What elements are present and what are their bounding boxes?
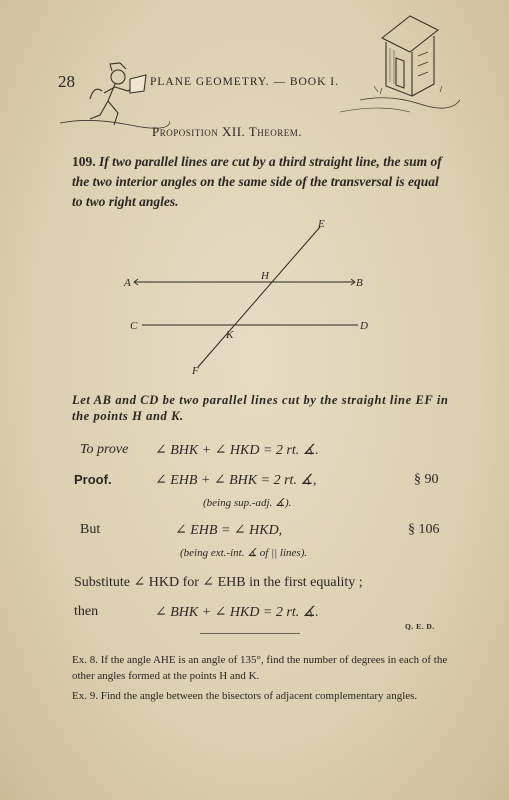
- label-a: A: [124, 277, 131, 289]
- but-expression: ∠ EHB = ∠ HKD,: [175, 523, 283, 538]
- then-expression: ∠ BHK + ∠ HKD = 2 rt. ∡.: [155, 605, 319, 620]
- qed-mark: Q. E. D.: [405, 622, 435, 631]
- label-e: E: [318, 218, 325, 230]
- but-reference: § 106: [408, 522, 440, 537]
- to-prove-expression: ∠ BHK + ∠ HKD = 2 rt. ∡.: [155, 443, 319, 458]
- substitute-text: Substitute ∠ HKD for ∠ EHB in the first equality ;: [74, 575, 363, 590]
- label-h: H: [261, 270, 269, 282]
- label-f: F: [192, 365, 199, 377]
- proof-label: Proof.: [74, 472, 112, 487]
- exercise-8: Ex. 8. If the angle AHE is an angle of 135°, find the number of degrees in each of the other angles formed at the points H and K.: [72, 654, 448, 682]
- outhouse-illustration: [330, 8, 460, 118]
- page-number: 28: [58, 72, 75, 91]
- proof-expression: ∠ EHB + ∠ BHK = 2 rt. ∡,: [155, 473, 317, 488]
- proposition-heading: Proposition XII. Theorem.: [152, 124, 302, 139]
- transversal-ef: [198, 227, 320, 367]
- section-divider: [200, 633, 300, 634]
- parallel-lines-figure: [120, 215, 390, 390]
- proposition-number: 109.: [72, 154, 96, 169]
- running-title: PLANE GEOMETRY. — BOOK I.: [150, 76, 339, 88]
- then-label: then: [74, 604, 99, 619]
- label-d: D: [360, 320, 368, 332]
- running-man-illustration: [60, 55, 170, 130]
- hypothesis-text: Let AB and CD be two parallel lines cut by the straight line EF in the points H and K.: [72, 393, 449, 423]
- to-prove-label: To prove: [80, 442, 129, 457]
- label-b: B: [356, 277, 363, 289]
- proof-note: (being sup.-adj. ∡).: [203, 497, 292, 509]
- label-k: K: [226, 329, 234, 341]
- proof-reference: § 90: [414, 472, 439, 487]
- theorem-text: If two parallel lines are cut by a third straight line, the sum of the two interior angles on the same side of the transversal is equal to two right angles.: [72, 154, 442, 209]
- but-note: (being ext.-int. ∡ of || lines).: [180, 547, 308, 559]
- label-c: C: [130, 320, 138, 332]
- but-label: But: [80, 522, 101, 537]
- exercise-9: Ex. 9. Find the angle between the bisectors of adjacent complementary angles.: [72, 690, 418, 702]
- theorem-statement: [72, 152, 452, 212]
